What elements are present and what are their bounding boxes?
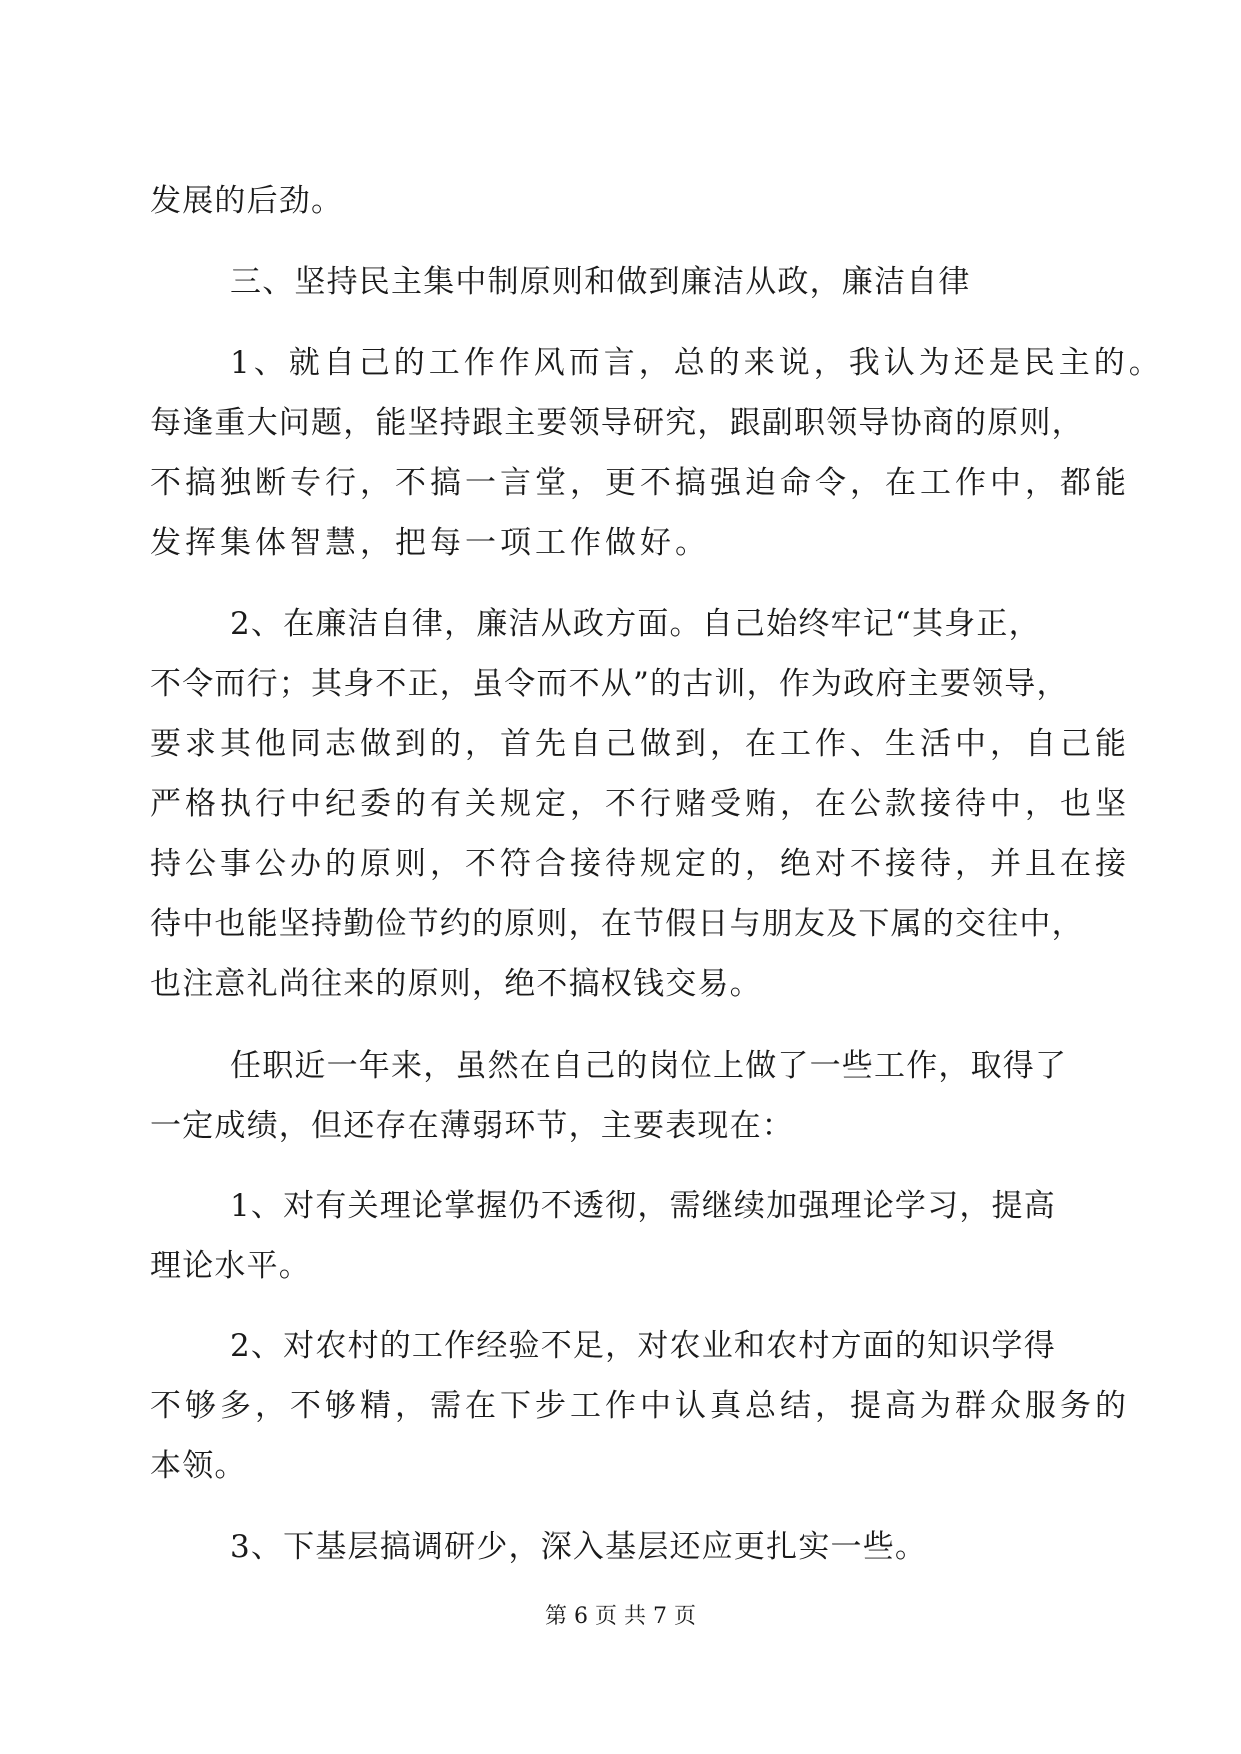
- body-line: 2、对农村的工作经验不足，对农业和农村方面的知识学得: [230, 1328, 1056, 1364]
- body-line: 不搞独断专行，不搞一言堂，更不搞强迫命令，在工作中，都能: [150, 465, 1130, 501]
- body-line: 持公事公办的原则，不符合接待规定的，绝对不接待，并且在接: [150, 846, 1130, 882]
- page-number-footer: 第 6 页 共 7 页: [545, 1604, 696, 1629]
- section-heading: 三、坚持民主集中制原则和做到廉洁从政，廉洁自律: [230, 264, 971, 300]
- body-line: 发挥集体智慧，把每一项工作做好。: [150, 525, 710, 561]
- body-line: 严格执行中纪委的有关规定，不行赌受贿，在公款接待中，也坚: [150, 786, 1130, 822]
- body-line: 也注意礼尚往来的原则，绝不搞权钱交易。: [150, 966, 762, 1002]
- body-line: 待中也能坚持勤俭节约的原则，在节假日与朋友及下属的交往中，: [150, 906, 1084, 942]
- body-line: 理论水平。: [150, 1248, 311, 1284]
- body-line: 每逢重大问题，能坚持跟主要领导研究，跟副职领导协商的原则，: [150, 405, 1084, 441]
- body-line: 不够多，不够精，需在下步工作中认真总结，提高为群众服务的: [150, 1388, 1130, 1424]
- body-line: 一定成绩，但还存在薄弱环节，主要表现在：: [150, 1108, 794, 1144]
- body-line: 2、在廉洁自律，廉洁从政方面。自己始终牢记“其身正，: [230, 606, 1041, 642]
- body-line: 不令而行；其身不正，虽令而不从”的古训，作为政府主要领导，: [150, 666, 1069, 702]
- body-line: 要求其他同志做到的，首先自己做到，在工作、生活中，自己能: [150, 726, 1130, 762]
- body-line: 3、下基层搞调研少，深入基层还应更扎实一些。: [230, 1529, 928, 1565]
- body-line: 1、就自己的工作作风而言，总的来说，我认为还是民主的。: [230, 345, 1164, 381]
- body-line: 1、对有关理论掌握仍不透彻，需继续加强理论学习，提高: [230, 1188, 1056, 1224]
- body-line: 本领。: [150, 1448, 247, 1484]
- body-line: 发展的后劲。: [150, 183, 344, 219]
- body-line: 任职近一年来，虽然在自己的岗位上做了一些工作，取得了: [230, 1048, 1068, 1084]
